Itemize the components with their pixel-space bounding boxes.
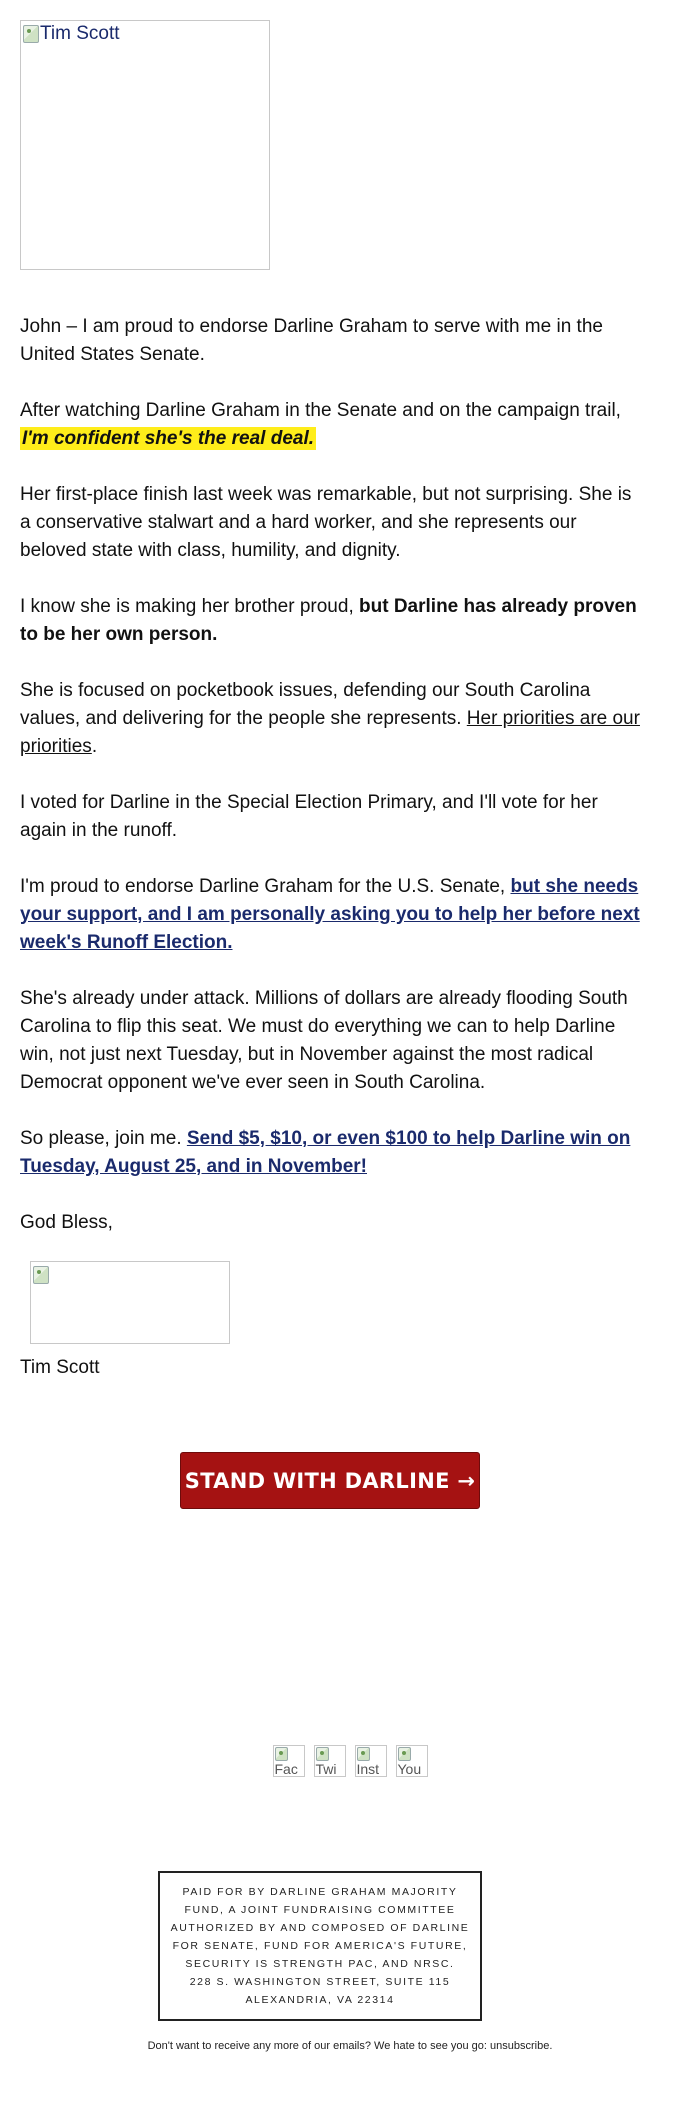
youtube-alt-text: You xyxy=(397,1761,422,1777)
paragraph-own-person xyxy=(20,593,640,649)
broken-image-icon xyxy=(275,1747,288,1761)
support-runoff-link[interactable]: but she needs your support, and I am personally asking you to help her before next week's Runoff Election. xyxy=(20,876,640,953)
facebook-icon[interactable] xyxy=(273,1745,305,1777)
hero-image-alt xyxy=(23,23,120,45)
paragraph-priorities-lead: She is focused on pocketbook issues, defending our South Carolina values, and delivering for the people she represents. xyxy=(20,680,591,729)
broken-image-icon xyxy=(398,1747,411,1761)
hero-image xyxy=(20,20,270,270)
paragraph-voted: I voted for Darline in the Special Election Primary, and I'll vote for her again in the runoff. xyxy=(20,792,598,841)
donate-amounts-link[interactable]: Send $5, $10, or even $100 to help Darline win on Tuesday, August 25, and in November! xyxy=(20,1128,631,1177)
highlight-real-deal: I'm confident she's the real deal. xyxy=(22,428,315,449)
disclaimer-city: ALEXANDRIA, VA 22314 xyxy=(245,1994,395,2006)
disclaimer-street: 228 S. WASHINGTON STREET, SUITE 115 xyxy=(189,1976,451,1988)
closing-text: God Bless, xyxy=(20,1212,113,1233)
hero-image-alt-text: Tim Scott xyxy=(40,23,120,44)
underline-priorities: Her priorities are our priorities xyxy=(20,708,640,757)
unsubscribe-link[interactable]: unsubscribe. xyxy=(490,2040,553,2052)
youtube-icon[interactable] xyxy=(396,1745,428,1777)
cta-row xyxy=(20,1452,640,1509)
broken-image-icon xyxy=(33,1266,49,1284)
paragraph-confidence xyxy=(20,397,640,453)
paragraph-endorse xyxy=(20,873,640,957)
paragraph-under-attack: She's already under attack. Millions of dollars are already flooding South Carolina to flip this seat. We must do everything we can to help Darline win, not just next Tuesday, but in November against the most radical Democrat opponent we've ever seen in South Carolina. xyxy=(20,988,628,1093)
twitter-alt xyxy=(316,1747,337,1777)
stand-with-darline-button[interactable]: STAND WITH DARLINE → xyxy=(180,1452,480,1509)
instagram-alt-text: Inst xyxy=(356,1761,380,1777)
unsubscribe-text: Don't want to receive any more of our emails? We hate to see you go: xyxy=(147,2040,487,2052)
signature-image xyxy=(30,1261,230,1344)
unsubscribe-line xyxy=(0,2040,700,2052)
broken-image-icon xyxy=(357,1747,370,1761)
signature-name: Tim Scott xyxy=(20,1357,100,1378)
disclaimer-committee: PAID FOR BY DARLINE GRAHAM MAJORITY FUND, A JOINT FUNDRAISING COMMITTEE AUTHORIZED BY AND COMPOSED OF DARLINE FOR SENATE, FUND FOR AMERICA'S FUTURE, SECURITY IS STRENGTH PAC, AND NRSC. xyxy=(170,1886,470,1970)
paragraph-endorse-lead: I'm proud to endorse Darline Graham for the U.S. Senate, xyxy=(20,876,506,897)
social-links xyxy=(0,1745,700,1777)
instagram-alt xyxy=(357,1747,380,1777)
youtube-alt xyxy=(398,1747,422,1777)
paragraph-first-place: Her first-place finish last week was remarkable, but not surprising. She is a conservative stalwart and a hard worker, and she represents our beloved state with class, humility, and dignity. xyxy=(20,484,632,561)
facebook-alt xyxy=(275,1747,298,1777)
paragraph-join-me-lead: So please, join me. xyxy=(20,1128,182,1149)
twitter-icon[interactable] xyxy=(314,1745,346,1777)
bold-own-person: but Darline has already proven to be her own person. xyxy=(20,596,637,645)
paragraph-intro: John – I am proud to endorse Darline Graham to serve with me in the United States Senate. xyxy=(20,316,603,365)
paragraph-confidence-lead: After watching Darline Graham in the Senate and on the campaign trail, xyxy=(20,400,621,421)
paragraph-join-me xyxy=(20,1125,640,1181)
paid-for-disclaimer xyxy=(158,1871,482,2021)
broken-image-icon xyxy=(23,25,39,43)
instagram-icon[interactable] xyxy=(355,1745,387,1777)
paragraph-own-person-lead: I know she is making her brother proud, xyxy=(20,596,354,617)
paragraph-priorities xyxy=(20,677,640,761)
facebook-alt-text: Fac xyxy=(274,1761,298,1777)
broken-image-icon xyxy=(316,1747,329,1761)
twitter-alt-text: Twi xyxy=(315,1761,337,1777)
email-body xyxy=(20,20,640,1509)
paragraph-priorities-end: . xyxy=(91,736,98,757)
signature-image-alt xyxy=(33,1264,49,1284)
